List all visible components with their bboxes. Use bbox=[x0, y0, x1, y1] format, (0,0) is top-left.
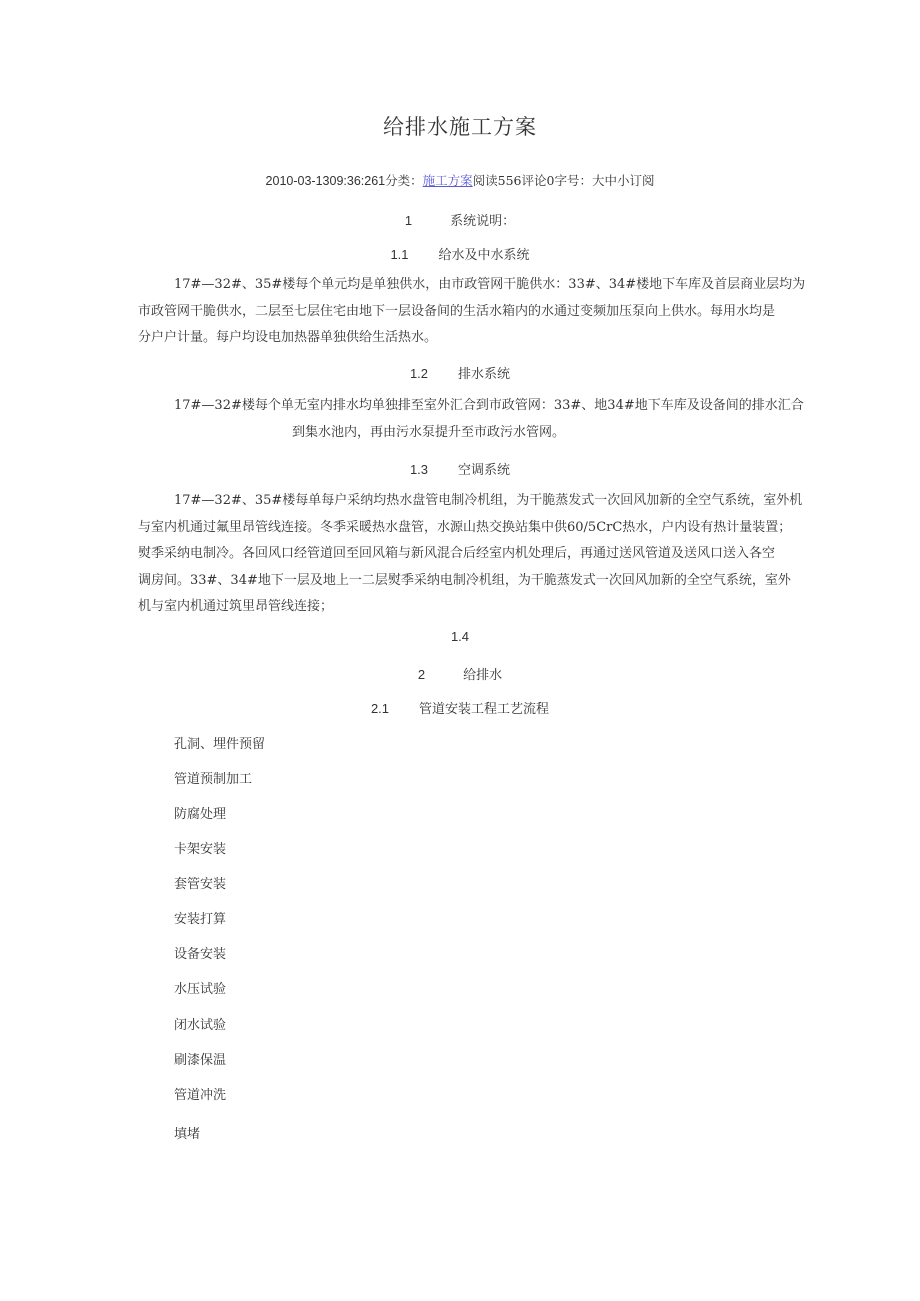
process-step: 安装打算 bbox=[174, 912, 227, 927]
heading-number: 2 bbox=[417, 667, 426, 682]
heading-number: 1.4 bbox=[450, 629, 470, 644]
process-step: 闭水试验 bbox=[174, 1018, 227, 1033]
paragraph-line: 17#—32#、35#楼每个单元均是单独供水，由市政管网干脆供水：33#、34#楼地下车库及首层商业层均为 bbox=[174, 277, 806, 292]
paragraph-line: 调房间。33#、34#地下一层及地上一二层熨季采纳电制冷机组，为干脆蒸发式一次回风加新的全空气系统，室外 bbox=[138, 572, 791, 588]
heading-1-1 bbox=[0, 244, 920, 263]
heading-2 bbox=[0, 664, 920, 683]
heading-1-4 bbox=[0, 629, 920, 645]
process-step: 填堵 bbox=[174, 1127, 201, 1142]
post-meta bbox=[0, 171, 920, 189]
paragraph-drainage bbox=[174, 393, 804, 446]
document-title: 给排水施工方案 bbox=[383, 115, 537, 139]
paragraph-line: 到集水池内，再由污水泵提升至市政污水管网。 bbox=[292, 424, 566, 440]
category-label: 分类： bbox=[385, 173, 423, 188]
paragraph-line: 熨季采纳电制冷。各回风口经管道回至回风箱与新风混合后经室内机处理后，再通过送风管道及送风口送入各空 bbox=[138, 546, 776, 561]
paragraph-line: 市政管网干脆供水，二层至七层住宅由地下一层设备间的生活水箱内的水通过变频加压泵向上供水。每用水均是 bbox=[138, 303, 776, 319]
paragraph-line: 机与室内机通过筑里昂管线连接； bbox=[138, 599, 334, 614]
heading-1-2 bbox=[0, 363, 920, 382]
process-step: 卡架安装 bbox=[174, 842, 227, 857]
category-link[interactable]: 施工方案 bbox=[422, 173, 473, 188]
heading-label: 管道安装工程工艺流程 bbox=[419, 702, 550, 717]
paragraph-line: 与室内机通过氟里昂管线连接。冬季采暖热水盘管，水源山热交换站集中供60/5CrC热水，户内设有热计量装置； bbox=[138, 519, 792, 535]
heading-number: 1.2 bbox=[409, 366, 429, 381]
heading-label: 给排水 bbox=[463, 668, 503, 683]
process-step: 孔洞、埋件预留 bbox=[174, 737, 266, 752]
paragraph-line: 17#—32#、35#楼每单每户采纳均热水盘管电制冷机组，为干脆蒸发式一次回风加新的全空气系统，室外机 bbox=[174, 493, 803, 508]
heading-label: 排水系统 bbox=[458, 367, 511, 382]
heading-1 bbox=[0, 210, 920, 229]
heading-1-3 bbox=[0, 459, 920, 478]
process-step: 管道冲洗 bbox=[174, 1088, 227, 1103]
paragraph-line: 17#—32#楼每个单无室内排水均单独排至室外汇合到市政管网：33#、地34#地下车库及设备间的排水汇合 bbox=[174, 398, 804, 413]
heading-2-1 bbox=[0, 698, 920, 717]
heading-number: 1.3 bbox=[409, 462, 429, 477]
process-step: 管道预制加工 bbox=[174, 772, 253, 787]
process-step: 刷漆保温 bbox=[174, 1053, 227, 1068]
process-step: 套管安装 bbox=[174, 877, 227, 892]
process-step: 设备安装 bbox=[174, 947, 227, 962]
paragraph-line: 分户户计量。每户均设电加热器单独供给生活热水。 bbox=[138, 330, 438, 345]
process-step: 防腐处理 bbox=[174, 807, 227, 822]
post-stats: 阅读556评论0字号：大中小订阅 bbox=[472, 173, 655, 188]
post-datetime: 2010-03-1309:36:261 bbox=[265, 174, 386, 188]
paragraph-hvac bbox=[138, 488, 803, 621]
heading-number: 2.1 bbox=[370, 701, 390, 716]
process-step: 水压试验 bbox=[174, 982, 227, 997]
heading-label: 系统说明： bbox=[450, 214, 516, 229]
paragraph-water-supply bbox=[138, 272, 806, 352]
heading-number: 1 bbox=[404, 213, 413, 228]
heading-label: 空调系统 bbox=[458, 463, 511, 478]
heading-number: 1.1 bbox=[390, 247, 409, 262]
heading-label: 给水及中水系统 bbox=[438, 248, 530, 263]
